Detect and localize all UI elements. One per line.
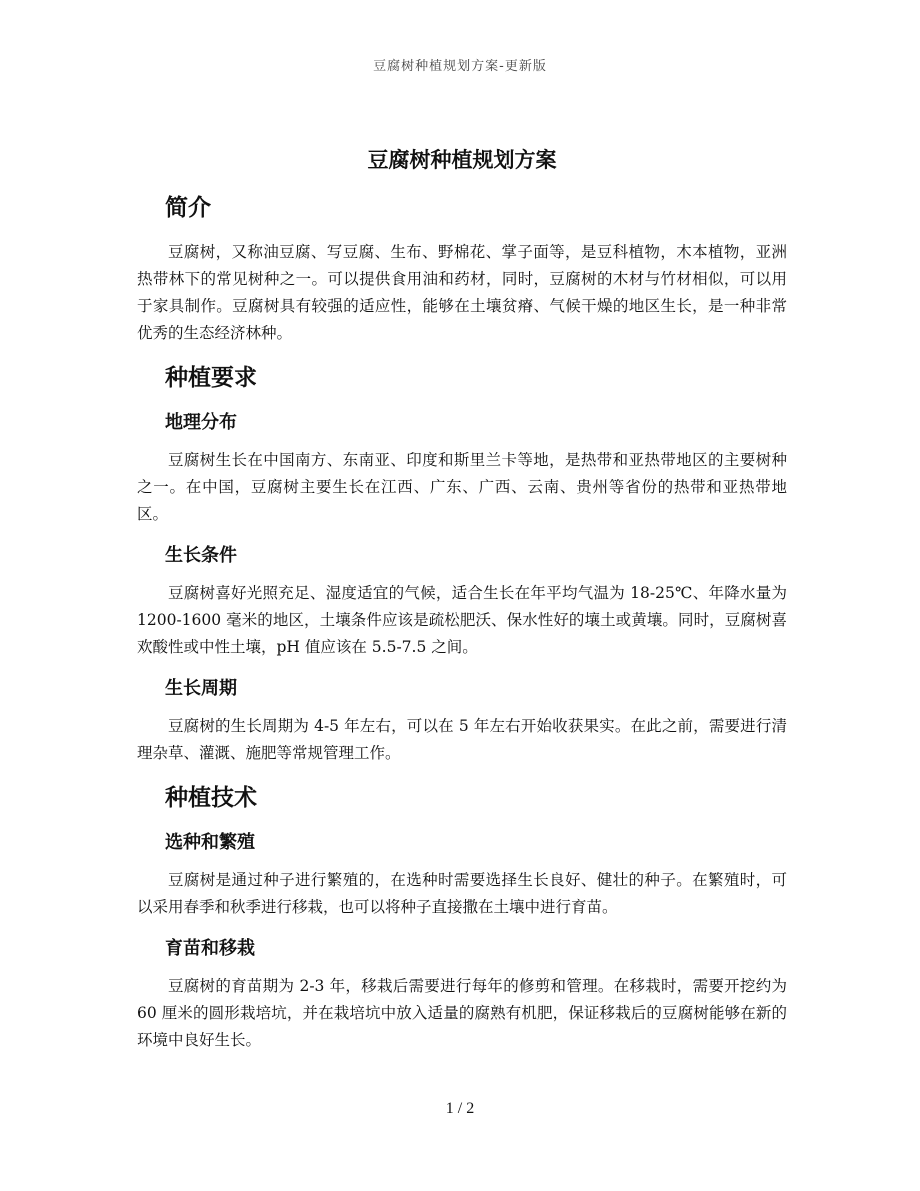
page-indicator: 1 / 2 (445, 1100, 475, 1117)
breeding-paragraph: 豆腐树是通过种子进行繁殖的，在选种时需要选择生长良好、健壮的种子。在繁殖时，可以采用春季和秋季进行移栽，也可以将种子直接撒在土壤中进行育苗。 (137, 871, 787, 916)
seedling-paragraph: 豆腐树的育苗期为 2-3 年，移栽后需要进行每年的修剪和管理。在移栽时，需要开挖约为 60 厘米的圆形栽培坑，并在栽培坑中放入适量的腐熟有机肥，保证移栽后的豆腐树能够在新的环境中良好生长。 (137, 977, 787, 1049)
section-heading-requirements: 种植要求 (165, 365, 257, 391)
document-body (137, 143, 787, 1068)
section-heading-techniques: 种植技术 (165, 785, 257, 811)
document-title: 豆腐树种植规划方案 (367, 148, 557, 172)
subheading-cycle: 生长周期 (165, 678, 237, 699)
intro-paragraph: 豆腐树，又称油豆腐、写豆腐、生布、野棉花、掌子面等，是豆科植物，木本植物，亚洲热带林下的常见树种之一。可以提供食用油和药材，同时，豆腐树的木材与竹材相似，可以用于家具制作。豆腐树具有较强的适应性，能够在土壤贫瘠、气候干燥的地区生长，是一种非常优秀的生态经济林种。 (137, 243, 787, 342)
section-heading-intro: 简介 (165, 195, 211, 221)
subheading-seedling: 育苗和移栽 (165, 938, 255, 959)
subheading-geography: 地理分布 (165, 412, 237, 433)
page-header: 豆腐树种植规划方案-更新版 (373, 59, 547, 74)
subheading-conditions: 生长条件 (165, 545, 237, 566)
geography-paragraph: 豆腐树生长在中国南方、东南亚、印度和斯里兰卡等地，是热带和亚热带地区的主要树种之一。在中国，豆腐树主要生长在江西、广东、广西、云南、贵州等省份的热带和亚热带地区。 (137, 451, 787, 523)
conditions-paragraph: 豆腐树喜好光照充足、湿度适宜的气候，适合生长在年平均气温为 18-25℃、年降水量为 1200-1600 毫米的地区，土壤条件应该是疏松肥沃、保水性好的壤土或黄壤。同时，豆腐树喜欢酸性或中性土壤，pH 值应该在 5.5-7.5 之间。 (137, 584, 787, 656)
subheading-breeding: 选种和繁殖 (165, 832, 255, 853)
cycle-paragraph: 豆腐树的生长周期为 4-5 年左右，可以在 5 年左右开始收获果实。在此之前，需要进行清理杂草、灌溉、施肥等常规管理工作。 (137, 717, 787, 762)
